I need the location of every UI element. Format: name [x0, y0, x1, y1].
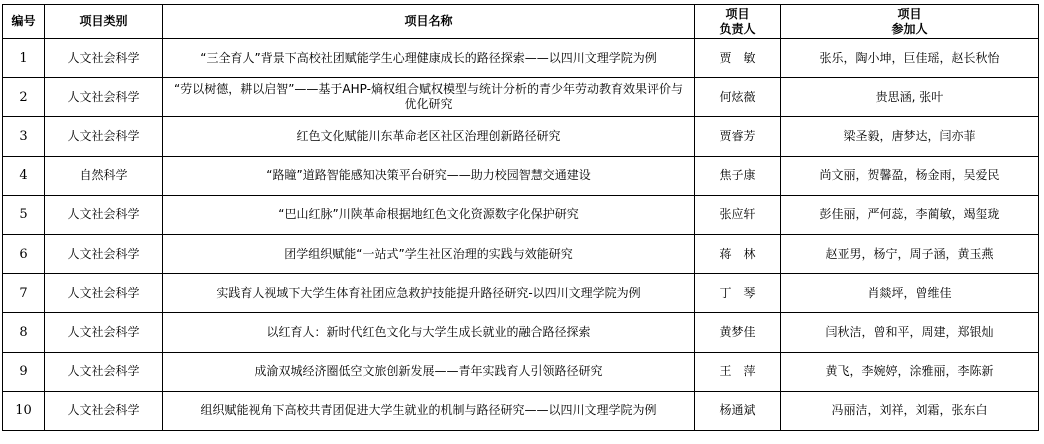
cell-members: 尚文丽，贺馨盈，杨金雨，吴爱民	[781, 156, 1039, 195]
cell-category: 人文社会科学	[45, 117, 163, 156]
table-row	[3, 39, 1039, 78]
table-body	[3, 39, 1039, 431]
header-members-line1: 项目	[897, 6, 922, 21]
cell-leader: 贾睿芳	[695, 117, 781, 156]
cell-category: 人文社会科学	[45, 274, 163, 313]
cell-name: 以红育人：新时代红色文化与大学生成长就业的融合路径探索	[163, 313, 695, 352]
table-row	[3, 156, 1039, 195]
table-row	[3, 234, 1039, 273]
table-row	[3, 391, 1039, 430]
cell-no: 6	[3, 234, 45, 273]
cell-name: “劳以树德，耕以启智”——基于AHP-熵权组合赋权模型与统计分析的青少年劳动教育效果评价与优化研究	[163, 78, 695, 117]
cell-category: 人文社会科学	[45, 234, 163, 273]
cell-name: “巴山红脉”川陕革命根据地红色文化资源数字化保护研究	[163, 195, 695, 234]
cell-name: “三全育人”背景下高校社团赋能学生心理健康成长的路径探索——以四川文理学院为例	[163, 39, 695, 78]
cell-no: 3	[3, 117, 45, 156]
cell-no: 9	[3, 352, 45, 391]
cell-no: 2	[3, 78, 45, 117]
cell-leader: 蒋 林	[695, 234, 781, 273]
header-no: 编号	[3, 5, 45, 39]
cell-category: 人文社会科学	[45, 195, 163, 234]
project-table	[2, 4, 1039, 431]
cell-leader: 杨通斌	[695, 391, 781, 430]
cell-members: 肖燚坪，曾维佳	[781, 274, 1039, 313]
cell-members: 张乐，陶小坤，巨佳瑶，赵长秋怡	[781, 39, 1039, 78]
cell-category: 人文社会科学	[45, 78, 163, 117]
table-header	[3, 5, 1039, 39]
cell-members: 冯丽洁，刘祥，刘霜，张东白	[781, 391, 1039, 430]
cell-leader: 丁 琴	[695, 274, 781, 313]
cell-leader: 贾 敏	[695, 39, 781, 78]
cell-no: 4	[3, 156, 45, 195]
cell-members: 赵亚男，杨宁，周子涵，黄玉燕	[781, 234, 1039, 273]
cell-leader: 张应轩	[695, 195, 781, 234]
cell-no: 7	[3, 274, 45, 313]
cell-members: 彭佳丽，严何蕊，李蔺敏，竭玺珑	[781, 195, 1039, 234]
table-row	[3, 274, 1039, 313]
cell-members: 梁圣毅，唐梦达，闫亦菲	[781, 117, 1039, 156]
cell-members: 贵思涵, 张叶	[781, 78, 1039, 117]
cell-members: 闫秋洁，曾和平，周建，郑银灿	[781, 313, 1039, 352]
header-name: 项目名称	[163, 5, 695, 39]
cell-leader: 黄梦佳	[695, 313, 781, 352]
cell-no: 1	[3, 39, 45, 78]
table-row	[3, 352, 1039, 391]
header-row	[3, 5, 1039, 39]
header-members-line2: 参加人	[891, 21, 928, 36]
cell-members: 黄飞，李婉婷，涂雅丽，李陈新	[781, 352, 1039, 391]
table-row	[3, 117, 1039, 156]
header-leader-line1: 项目	[725, 6, 750, 21]
cell-name: 实践育人视域下大学生体育社团应急救护技能提升路径研究-以四川文理学院为例	[163, 274, 695, 313]
header-category: 项目类别	[45, 5, 163, 39]
header-leader-line2: 负责人	[719, 21, 756, 36]
table-row	[3, 313, 1039, 352]
cell-no: 5	[3, 195, 45, 234]
cell-category: 人文社会科学	[45, 313, 163, 352]
cell-leader: 何炫薇	[695, 78, 781, 117]
cell-name: “路瞳”道路智能感知决策平台研究——助力校园智慧交通建设	[163, 156, 695, 195]
header-leader	[695, 5, 781, 39]
table-row	[3, 195, 1039, 234]
cell-category: 人文社会科学	[45, 39, 163, 78]
cell-leader: 焦子康	[695, 156, 781, 195]
cell-no: 10	[3, 391, 45, 430]
header-members	[781, 5, 1039, 39]
cell-name: 成渝双城经济圈低空文旅创新发展——青年实践育人引领路径研究	[163, 352, 695, 391]
cell-category: 自然科学	[45, 156, 163, 195]
cell-name: 红色文化赋能川东革命老区社区治理创新路径研究	[163, 117, 695, 156]
cell-no: 8	[3, 313, 45, 352]
cell-name: 组织赋能视角下高校共青团促进大学生就业的机制与路径研究——以四川文理学院为例	[163, 391, 695, 430]
table-row	[3, 78, 1039, 117]
cell-category: 人文社会科学	[45, 391, 163, 430]
cell-name: 团学组织赋能“一站式”学生社区治理的实践与效能研究	[163, 234, 695, 273]
cell-leader: 王 萍	[695, 352, 781, 391]
cell-category: 人文社会科学	[45, 352, 163, 391]
